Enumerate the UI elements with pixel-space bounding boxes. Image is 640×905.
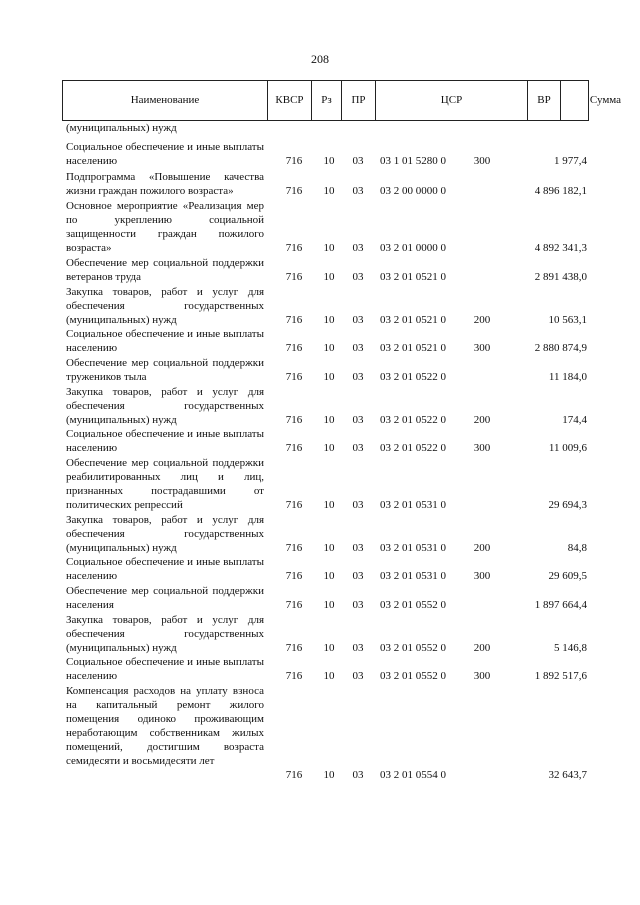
row-pr: 03	[352, 185, 364, 197]
row-name: Обеспечение мер социальной поддержки реабилитированных лиц и лиц, признанных пострадавшими от политических репрессий	[66, 457, 264, 511]
table-row	[0, 356, 640, 384]
row-rz: 10	[323, 442, 335, 454]
row-pr: 03	[352, 242, 364, 254]
row-sum: 11 009,6	[548, 442, 587, 454]
table-row	[0, 584, 640, 612]
row-name: Закупка товаров, работ и услуг для обеспечения государственных (муниципальных) нужд	[66, 514, 264, 554]
row-rz: 10	[323, 414, 335, 426]
row-csr: 03 2 01 0552 0	[380, 599, 446, 611]
row-csr: 03 2 01 0552 0	[380, 642, 446, 654]
row-name: Закупка товаров, работ и услуг для обеспечения государственных (муниципальных) нужд	[66, 614, 264, 654]
row-rz: 10	[323, 670, 335, 682]
row-vr: 200	[473, 642, 491, 654]
row-vr: 300	[473, 670, 491, 682]
row-csr: 03 2 01 0521 0	[380, 314, 446, 326]
row-rz: 10	[323, 570, 335, 582]
row-csr: 03 2 01 0531 0	[380, 570, 446, 582]
row-name: Основное мероприятие «Реализация мер по укреплению социальной защищенности граждан пожилого возраста»	[66, 200, 264, 254]
row-name: Закупка товаров, работ и услуг для обеспечения государственных (муниципальных) нужд	[66, 286, 264, 326]
row-kvsr: 716	[285, 642, 303, 654]
row-kvsr: 716	[285, 342, 303, 354]
row-rz: 10	[323, 499, 335, 511]
row-sum: 32 643,7	[548, 769, 587, 781]
row-vr: 300	[473, 342, 491, 354]
row-sum: 1 977,4	[554, 155, 587, 167]
row-csr: 03 2 01 0531 0	[380, 542, 446, 554]
row-kvsr: 716	[285, 242, 303, 254]
row-csr: 03 2 01 0552 0	[380, 670, 446, 682]
header-sum: Сумма	[589, 94, 622, 106]
table-row	[0, 285, 640, 327]
row-pr: 03	[352, 570, 364, 582]
row-csr: 03 2 01 0521 0	[380, 271, 446, 283]
row-sum: 1 897 664,4	[534, 599, 587, 611]
row-sum: 1 892 517,6	[534, 670, 587, 682]
row-csr: 03 2 01 0531 0	[380, 499, 446, 511]
table-row	[0, 170, 640, 198]
row-pr: 03	[352, 271, 364, 283]
row-sum: 174,4	[562, 414, 587, 426]
row-pr: 03	[352, 642, 364, 654]
row-sum: 10 563,1	[548, 314, 587, 326]
row-pr: 03	[352, 414, 364, 426]
row-csr: 03 2 01 0554 0	[380, 769, 446, 781]
row-kvsr: 716	[285, 769, 303, 781]
row-vr: 200	[473, 314, 491, 326]
row-rz: 10	[323, 271, 335, 283]
header-rz: Рз	[312, 81, 342, 120]
row-pr: 03	[352, 499, 364, 511]
header-name: Наименование	[63, 81, 268, 120]
row-kvsr: 716	[285, 414, 303, 426]
row-pr: 03	[352, 542, 364, 554]
table-row	[0, 456, 640, 512]
row-name: Социальное обеспечение и иные выплаты населению	[66, 428, 264, 454]
row-kvsr: 716	[285, 499, 303, 511]
row-sum: 2 891 438,0	[534, 271, 587, 283]
row-rz: 10	[323, 642, 335, 654]
table-row	[0, 555, 640, 583]
row-vr: 300	[473, 155, 491, 167]
row-sum: 5 146,8	[554, 642, 587, 654]
row-name: Социальное обеспечение и иные выплаты населению	[66, 556, 264, 582]
row-rz: 10	[323, 371, 335, 383]
row-pr: 03	[352, 371, 364, 383]
row-name: Социальное обеспечение и иные выплаты населению	[66, 328, 264, 354]
row-pr: 03	[352, 314, 364, 326]
row-name: Закупка товаров, работ и услуг для обеспечения государственных (муниципальных) нужд	[66, 386, 264, 426]
row-sum: 29 694,3	[548, 499, 587, 511]
row-csr: 03 2 01 0521 0	[380, 342, 446, 354]
row-kvsr: 716	[285, 670, 303, 682]
row-name: Компенсация расходов на уплату взноса на капитальный ремонт жилого помещения одиноко проживающим неработающим собственникам жилых помещений, достигшим возраста семидесяти и восьмидесяти лет	[66, 685, 264, 767]
row-kvsr: 716	[285, 542, 303, 554]
row-csr: 03 2 00 0000 0	[380, 185, 446, 197]
row-name: Обеспечение мер социальной поддержки ветеранов труда	[66, 257, 264, 283]
table-row	[0, 427, 640, 455]
row-sum: 11 184,0	[548, 371, 587, 383]
row-name: Подпрограмма «Повышение качества жизни граждан пожилого возраста»	[66, 171, 264, 197]
row-name: Обеспечение мер социальной поддержки тружеников тыла	[66, 357, 264, 383]
row-csr: 03 2 01 0000 0	[380, 242, 446, 254]
row-kvsr: 716	[285, 155, 303, 167]
table-row	[0, 513, 640, 555]
row-kvsr: 716	[285, 371, 303, 383]
table-row	[0, 140, 640, 168]
row-rz: 10	[323, 542, 335, 554]
row-name: Социальное обеспечение и иные выплаты населению	[66, 656, 264, 682]
row-rz: 10	[323, 242, 335, 254]
row-name: (муниципальных) нужд	[66, 122, 177, 134]
row-name: Обеспечение мер социальной поддержки населения	[66, 585, 264, 611]
row-kvsr: 716	[285, 442, 303, 454]
row-csr: 03 2 01 0522 0	[380, 414, 446, 426]
table-row	[0, 613, 640, 655]
row-pr: 03	[352, 442, 364, 454]
row-vr: 200	[473, 542, 491, 554]
row-kvsr: 716	[285, 599, 303, 611]
row-rz: 10	[323, 155, 335, 167]
row-kvsr: 716	[285, 271, 303, 283]
row-rz: 10	[323, 599, 335, 611]
row-sum: 2 880 874,9	[534, 342, 587, 354]
table-row	[0, 121, 640, 135]
row-vr: 300	[473, 442, 491, 454]
row-rz: 10	[323, 342, 335, 354]
row-csr: 03 1 01 5280 0	[380, 155, 446, 167]
table-row	[0, 327, 640, 355]
table-row	[0, 385, 640, 427]
row-pr: 03	[352, 599, 364, 611]
row-pr: 03	[352, 342, 364, 354]
row-sum: 84,8	[567, 542, 587, 554]
table-row	[0, 199, 640, 255]
row-name: Социальное обеспечение и иные выплаты населению	[66, 141, 264, 167]
row-rz: 10	[323, 314, 335, 326]
table-row	[0, 655, 640, 683]
row-sum: 4 896 182,1	[534, 185, 587, 197]
row-csr: 03 2 01 0522 0	[380, 371, 446, 383]
row-pr: 03	[352, 670, 364, 682]
row-rz: 10	[323, 769, 335, 781]
row-kvsr: 716	[285, 314, 303, 326]
table-row	[0, 256, 640, 284]
header-vr: ВР	[528, 81, 561, 120]
header-kvsr: КВСР	[268, 81, 312, 120]
page-number: 208	[311, 52, 329, 66]
row-kvsr: 716	[285, 185, 303, 197]
table-row	[0, 684, 640, 782]
row-csr: 03 2 01 0522 0	[380, 442, 446, 454]
row-pr: 03	[352, 769, 364, 781]
row-sum: 29 609,5	[548, 570, 587, 582]
header-csr: ЦСР	[376, 81, 528, 120]
row-vr: 300	[473, 570, 491, 582]
header-pr: ПР	[342, 81, 376, 120]
row-rz: 10	[323, 185, 335, 197]
row-sum: 4 892 341,3	[534, 242, 587, 254]
row-kvsr: 716	[285, 570, 303, 582]
row-vr: 200	[473, 414, 491, 426]
row-pr: 03	[352, 155, 364, 167]
